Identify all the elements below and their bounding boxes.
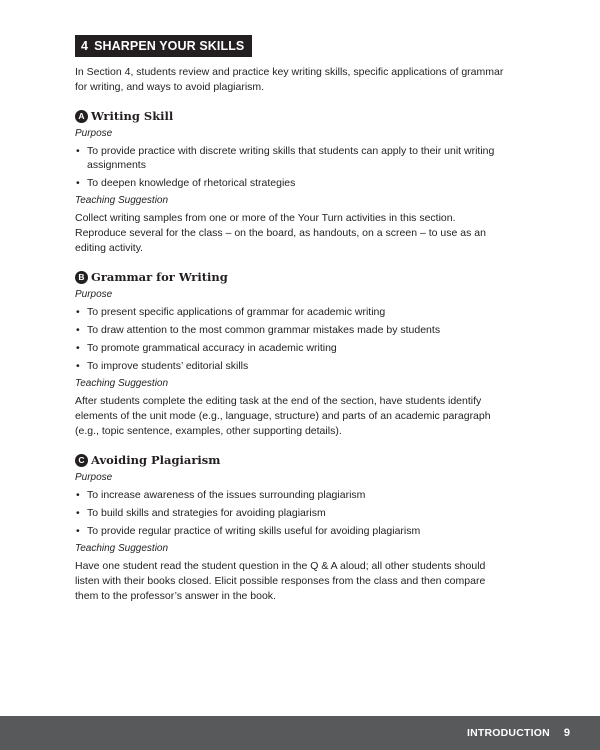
list-item (75, 323, 505, 337)
suggestion-label: Teaching Suggestion (75, 195, 169, 206)
list-item-text: To draw attention to the most common grammar mistakes made by students (87, 324, 441, 336)
suggestion-label: Teaching Suggestion (75, 378, 169, 389)
block-title-text: Writing Skill (91, 109, 174, 123)
bullet-icon: • (76, 145, 80, 157)
bullet-icon: • (76, 525, 80, 537)
footer-label: INTRODUCTION (466, 727, 550, 739)
block-title-text: Grammar for Writing (91, 270, 228, 284)
list-item-text: To improve students’ editorial skills (87, 360, 249, 372)
purpose-label: Purpose (75, 128, 113, 139)
section-title: SHARPEN YOUR SKILLS (94, 39, 245, 53)
list-item (75, 506, 505, 520)
letter-b-badge: B (75, 271, 88, 284)
page-content (75, 35, 505, 604)
suggestion-label: Teaching Suggestion (75, 543, 169, 554)
list-item (75, 144, 505, 172)
list-item (75, 341, 505, 355)
list-item (75, 359, 505, 373)
section-header (75, 35, 252, 57)
list-item (75, 488, 505, 502)
list-item-text: To promote grammatical accuracy in academic writing (87, 342, 337, 354)
block-title-text: Avoiding Plagiarism (91, 453, 221, 467)
list-item-text: To provide regular practice of writing skills useful for avoiding plagiarism (87, 525, 421, 537)
letter-a-badge: A (75, 110, 88, 123)
block-grammar-for-writing (75, 270, 505, 439)
bullet-icon: • (76, 177, 80, 189)
bullet-icon: • (76, 342, 80, 354)
list-item (75, 524, 505, 538)
page-number: 9 (563, 727, 570, 739)
list-item-text: To build skills and strategies for avoiding plagiarism (87, 507, 326, 519)
purpose-label: Purpose (75, 472, 113, 483)
section-intro: In Section 4, students review and practice key writing skills, specific applications of grammar for writing, and ways to avoid plagiarism. (75, 66, 504, 93)
suggestion-text: Collect writing samples from one or more of the Your Turn activities in this section. Reproduce several for the class – on the board, as handouts, on a screen – to use as an editing activity. (75, 212, 486, 254)
purpose-list (75, 144, 505, 190)
purpose-list (75, 305, 505, 373)
bullet-icon: • (76, 507, 80, 519)
block-title (75, 270, 505, 284)
purpose-list (75, 488, 505, 538)
suggestion-text: After students complete the editing task at the end of the section, have students identify elements of the unit mode (e.g., language, structure) and parts of an academic paragraph (e.g., topic sentence, examples, other supporting details). (75, 395, 491, 437)
page-footer (0, 716, 600, 750)
bullet-icon: • (76, 324, 80, 336)
block-title (75, 453, 505, 467)
section-number: 4 (81, 39, 89, 53)
block-avoiding-plagiarism (75, 453, 505, 604)
letter-c-badge: C (75, 454, 88, 467)
bullet-icon: • (76, 306, 80, 318)
list-item-text: To present specific applications of grammar for academic writing (87, 306, 386, 318)
block-title (75, 109, 505, 123)
bullet-icon: • (76, 360, 80, 372)
list-item (75, 305, 505, 319)
list-item-text: To increase awareness of the issues surrounding plagiarism (87, 489, 366, 501)
purpose-label: Purpose (75, 289, 113, 300)
suggestion-text: Have one student read the student question in the Q & A aloud; all other students should listen with their books closed. Elicit possible responses from the class and then compare them to the professor’s answer in the book. (75, 560, 486, 602)
block-writing-skill (75, 109, 505, 256)
list-item-text: To deepen knowledge of rhetorical strategies (87, 177, 296, 189)
list-item (75, 176, 505, 190)
bullet-icon: • (76, 489, 80, 501)
list-item-text: To provide practice with discrete writing skills that students can apply to their unit writing assignments (87, 145, 495, 171)
